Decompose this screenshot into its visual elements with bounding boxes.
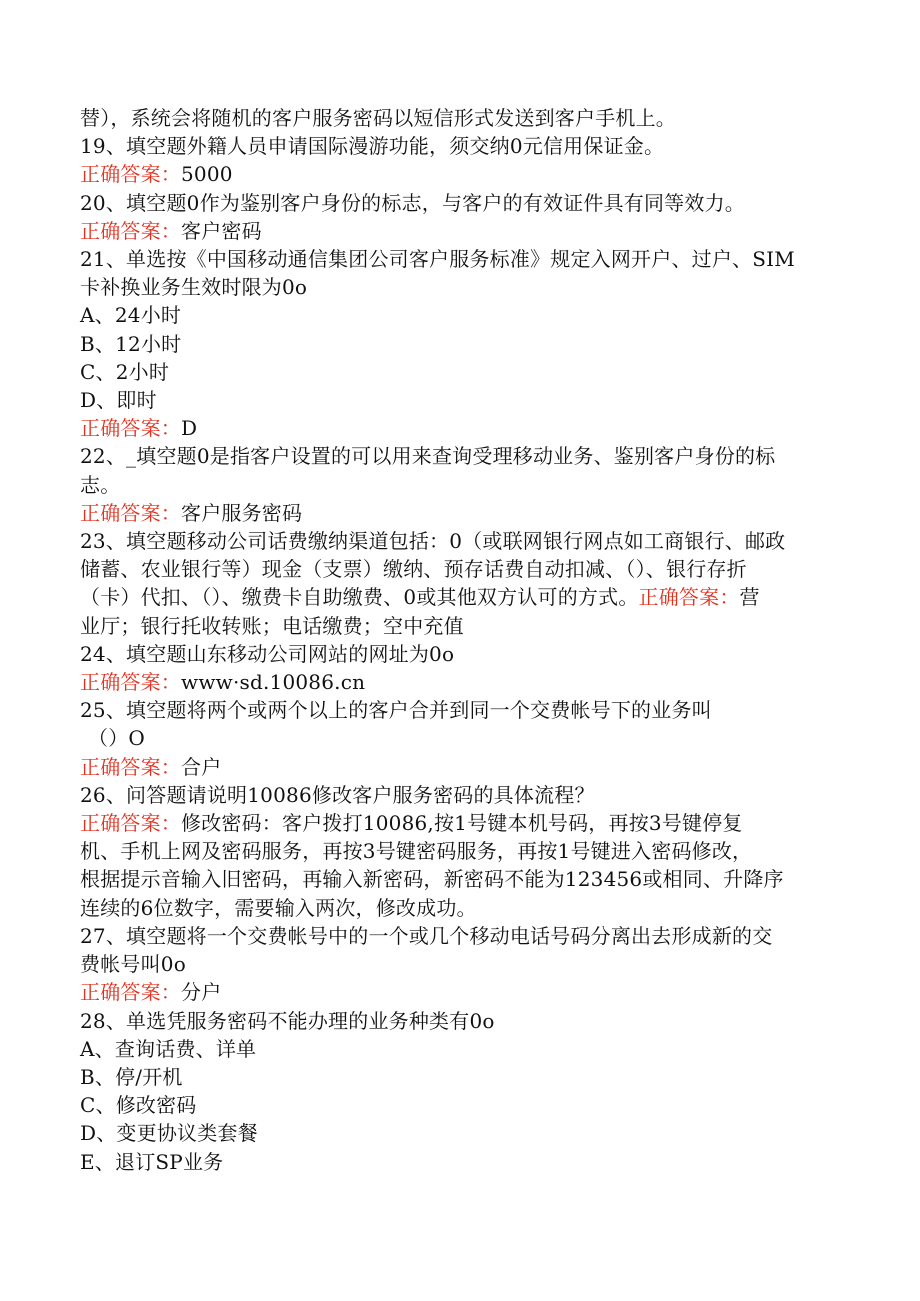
option-21-c: C、2小时 — [80, 359, 170, 384]
option-28-e: E、退订SP业务 — [80, 1149, 224, 1174]
question-26: 26、问答题请说明10086修改客户服务密码的具体流程？ — [80, 782, 595, 807]
answer-label: 正确答案： — [80, 162, 181, 187]
answer-26-line-1 — [80, 809, 834, 837]
option-21-a: A、24小时 — [80, 303, 182, 328]
option-28-b: B、停/开机 — [80, 1064, 183, 1089]
question-27-line-1: 27、填空题将一个交费帐号中的一个或几个移动电话号码分离出去形成新的交 — [80, 923, 773, 948]
answer-label: 正确答案： — [80, 218, 181, 243]
answer-label: 正确答案： — [80, 670, 181, 695]
question-27-line-2: 费帐号叫0o — [80, 952, 186, 977]
answer-26-line-3: 根据提示音输入旧密码，再输入新密码，新密码不能为123456或相同、升降序 — [80, 867, 784, 892]
question-23-line-1: 23、填空题移动公司话费缴纳渠道包括：0（或联网银行网点如工商银行、邮政 — [80, 529, 786, 554]
answer-25 — [80, 753, 834, 781]
answer-value: D — [181, 416, 198, 441]
text-line: 替），系统会将随机的客户服务密码以短信形式发送到客户手机上。 — [80, 106, 676, 130]
option-28-a: A、查询话费、详单 — [80, 1036, 257, 1061]
answer-label: 正确答案： — [80, 980, 181, 1005]
answer-value: 客户服务密码 — [181, 500, 303, 525]
answer-label: 正确答案： — [80, 416, 181, 441]
question-28: 28、单选凭服务密码不能办理的业务种类有0o — [80, 1008, 495, 1033]
answer-27 — [80, 978, 834, 1006]
question-23-line-3 — [80, 583, 834, 611]
answer-value: 营 — [739, 585, 760, 610]
option-28-d: D、变更协议类套餐 — [80, 1121, 258, 1146]
answer-label: 正确答案： — [638, 585, 740, 610]
answer-23-continued: 业厅；银行托收转账；电话缴费；空中充值 — [80, 613, 464, 638]
option-21-b: B、12小时 — [80, 331, 182, 356]
answer-26-line-2: 机、手机上网及密码服务，再按3号键密码服务，再按1号键进入密码修改， — [80, 839, 753, 864]
answer-21 — [80, 414, 834, 442]
answer-19 — [80, 160, 834, 188]
question-19: 19、填空题外籍人员申请国际漫游功能，须交纳0元信用保证金。 — [80, 134, 665, 159]
answer-value: www·sd.10086.cn — [181, 670, 366, 695]
question-text: （卡）代扣、（）、缴费卡自助缴费、0或其他双方认可的方式。 — [80, 585, 639, 610]
option-28-c: C、修改密码 — [80, 1093, 197, 1118]
answer-value: 合户 — [181, 754, 222, 779]
answer-value: 分户 — [181, 980, 222, 1005]
answer-value: 5000 — [181, 162, 233, 187]
question-25-line-1: 25、填空题将两个或两个以上的客户合并到同一个交费帐号下的业务叫 — [80, 698, 712, 723]
question-23-line-2: 储蓄、农业银行等）现金（支票）缴纳、预存话费自动扣减、（）、银行存折 — [80, 557, 747, 582]
option-21-d: D、即时 — [80, 388, 157, 413]
question-21-line-2: 卡补换业务生效时限为0o — [80, 275, 308, 300]
answer-20 — [80, 217, 834, 245]
answer-label: 正确答案： — [80, 811, 181, 836]
answer-value: 客户密码 — [181, 218, 262, 243]
answer-24 — [80, 668, 834, 696]
answer-22 — [80, 499, 834, 527]
answer-value: 修改密码：客户拨打10086,按1号键本机号码，再按3号键停复 — [181, 811, 743, 836]
question-22-line-2: 志。 — [80, 472, 121, 497]
question-20: 20、填空题0作为鉴别客户身份的标志，与客户的有效证件具有同等效力。 — [80, 190, 745, 215]
answer-label: 正确答案： — [80, 500, 181, 525]
question-22-line-1: 22、_填空题0是指客户设置的可以用来查询受理移动业务、鉴别客户身份的标 — [80, 444, 776, 469]
question-21-line-1: 21、单选按《中国移动通信集团公司客户服务标准》规定入网开户、过户、SIM — [80, 247, 795, 272]
question-25-line-2: （）O — [88, 726, 145, 751]
question-24: 24、填空题山东移动公司网站的网址为0o — [80, 641, 455, 666]
answer-26-line-4: 连续的6位数字，需要输入两次，修改成功。 — [80, 895, 477, 920]
answer-label: 正确答案： — [80, 754, 181, 779]
